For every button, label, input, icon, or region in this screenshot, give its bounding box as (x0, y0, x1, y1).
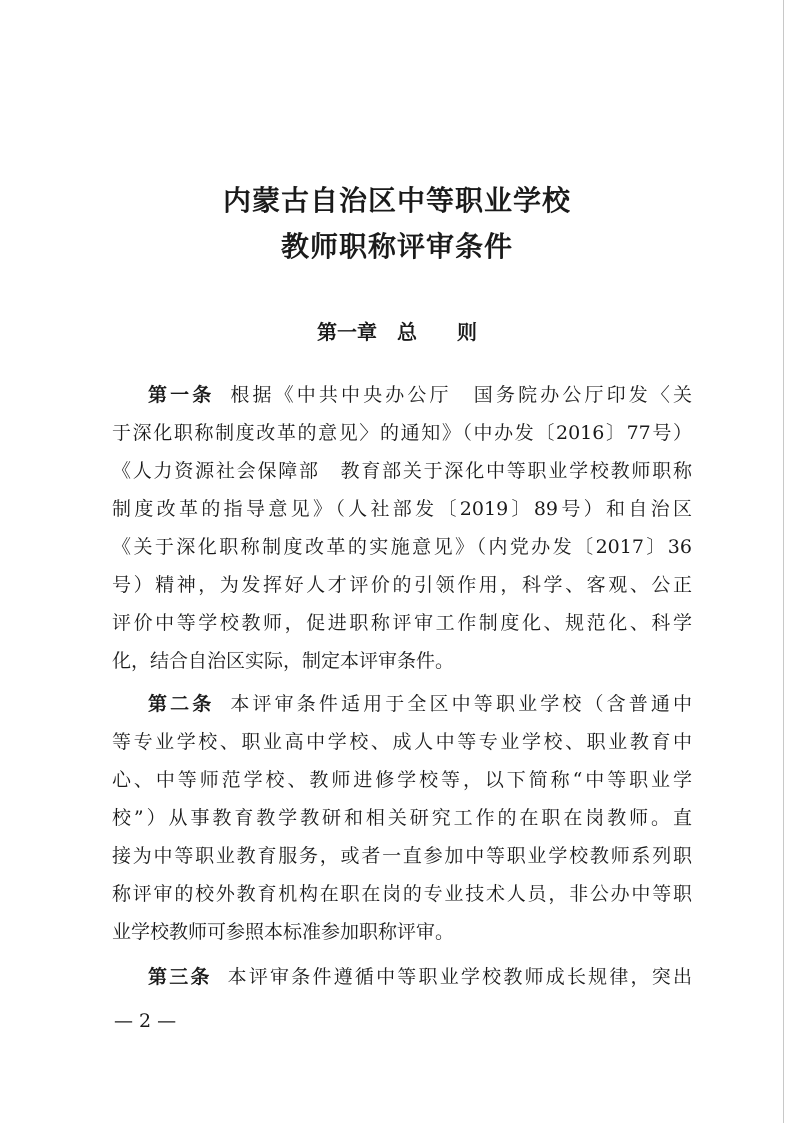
article-1-line-3: 《人力资源社会保障部 教育部关于深化中等职业学校教师职称 (112, 460, 692, 482)
article-2-text: 本评审条件适用于全区中等职业学校（含普通中 (230, 693, 692, 715)
article-2-label: 第二条 (148, 693, 215, 715)
article-1-line-2: 于深化职称制度改革的意见〉的通知》（中办发〔2016〕77号） (112, 422, 692, 444)
article-1-line-1 (112, 376, 692, 414)
article-2-line-2: 等专业学校、职业高中学校、成人中等专业学校、职业教育中 (112, 731, 692, 753)
article-1-label: 第一条 (148, 384, 215, 406)
article-1-line-7: 评价中等学校教师，促进职称评审工作制度化、规范化、科学 (112, 612, 692, 634)
document-title-line-1: 内蒙古自治区中等职业学校 (222, 184, 571, 217)
article-2-line-7: 业学校教师可参照本标准参加职称评审。 (112, 921, 455, 943)
article-1-line-5: 《关于深化职称制度改革的实施意见》（内党办发〔2017〕36 (112, 536, 692, 558)
article-2-line-4: 校”）从事教育教学教研和相关研究工作的在职在岗教师。直 (112, 807, 692, 829)
article-3-text: 本评审条件遵循中等职业学校教师成长规律，突出 (227, 966, 692, 988)
article-2-line-6: 称评审的校外教育机构在职在岗的专业技术人员，非公办中等职 (112, 883, 692, 905)
document-title-line-2: 教师职称评审条件 (280, 230, 513, 263)
article-1-line-6: 号）精神，为发挥好人才评价的引领作用，科学、客观、公正 (112, 574, 692, 596)
page-edge (783, 0, 784, 1123)
page-number: — 2 — (114, 1010, 177, 1032)
article-2-line-1 (112, 685, 692, 723)
article-1-line-8: 化，结合自治区实际，制定本评审条件。 (112, 650, 455, 672)
article-3-label: 第三条 (148, 966, 212, 988)
article-2-line-3: 心、中等师范学校、教师进修学校等，以下简称“中等职业学 (112, 769, 692, 791)
chapter-heading: 第一章 总 则 (317, 320, 477, 344)
article-1-text: 根据《中共中央办公厅 国务院办公厅印发〈关 (230, 384, 692, 406)
article-2-line-5: 接为中等职业教育服务，或者一直参加中等职业学校教师系列职 (112, 845, 692, 867)
article-1-line-4: 制度改革的指导意见》（人社部发〔2019〕89号）和自治区 (112, 498, 692, 520)
article-3-line-1 (112, 958, 692, 996)
